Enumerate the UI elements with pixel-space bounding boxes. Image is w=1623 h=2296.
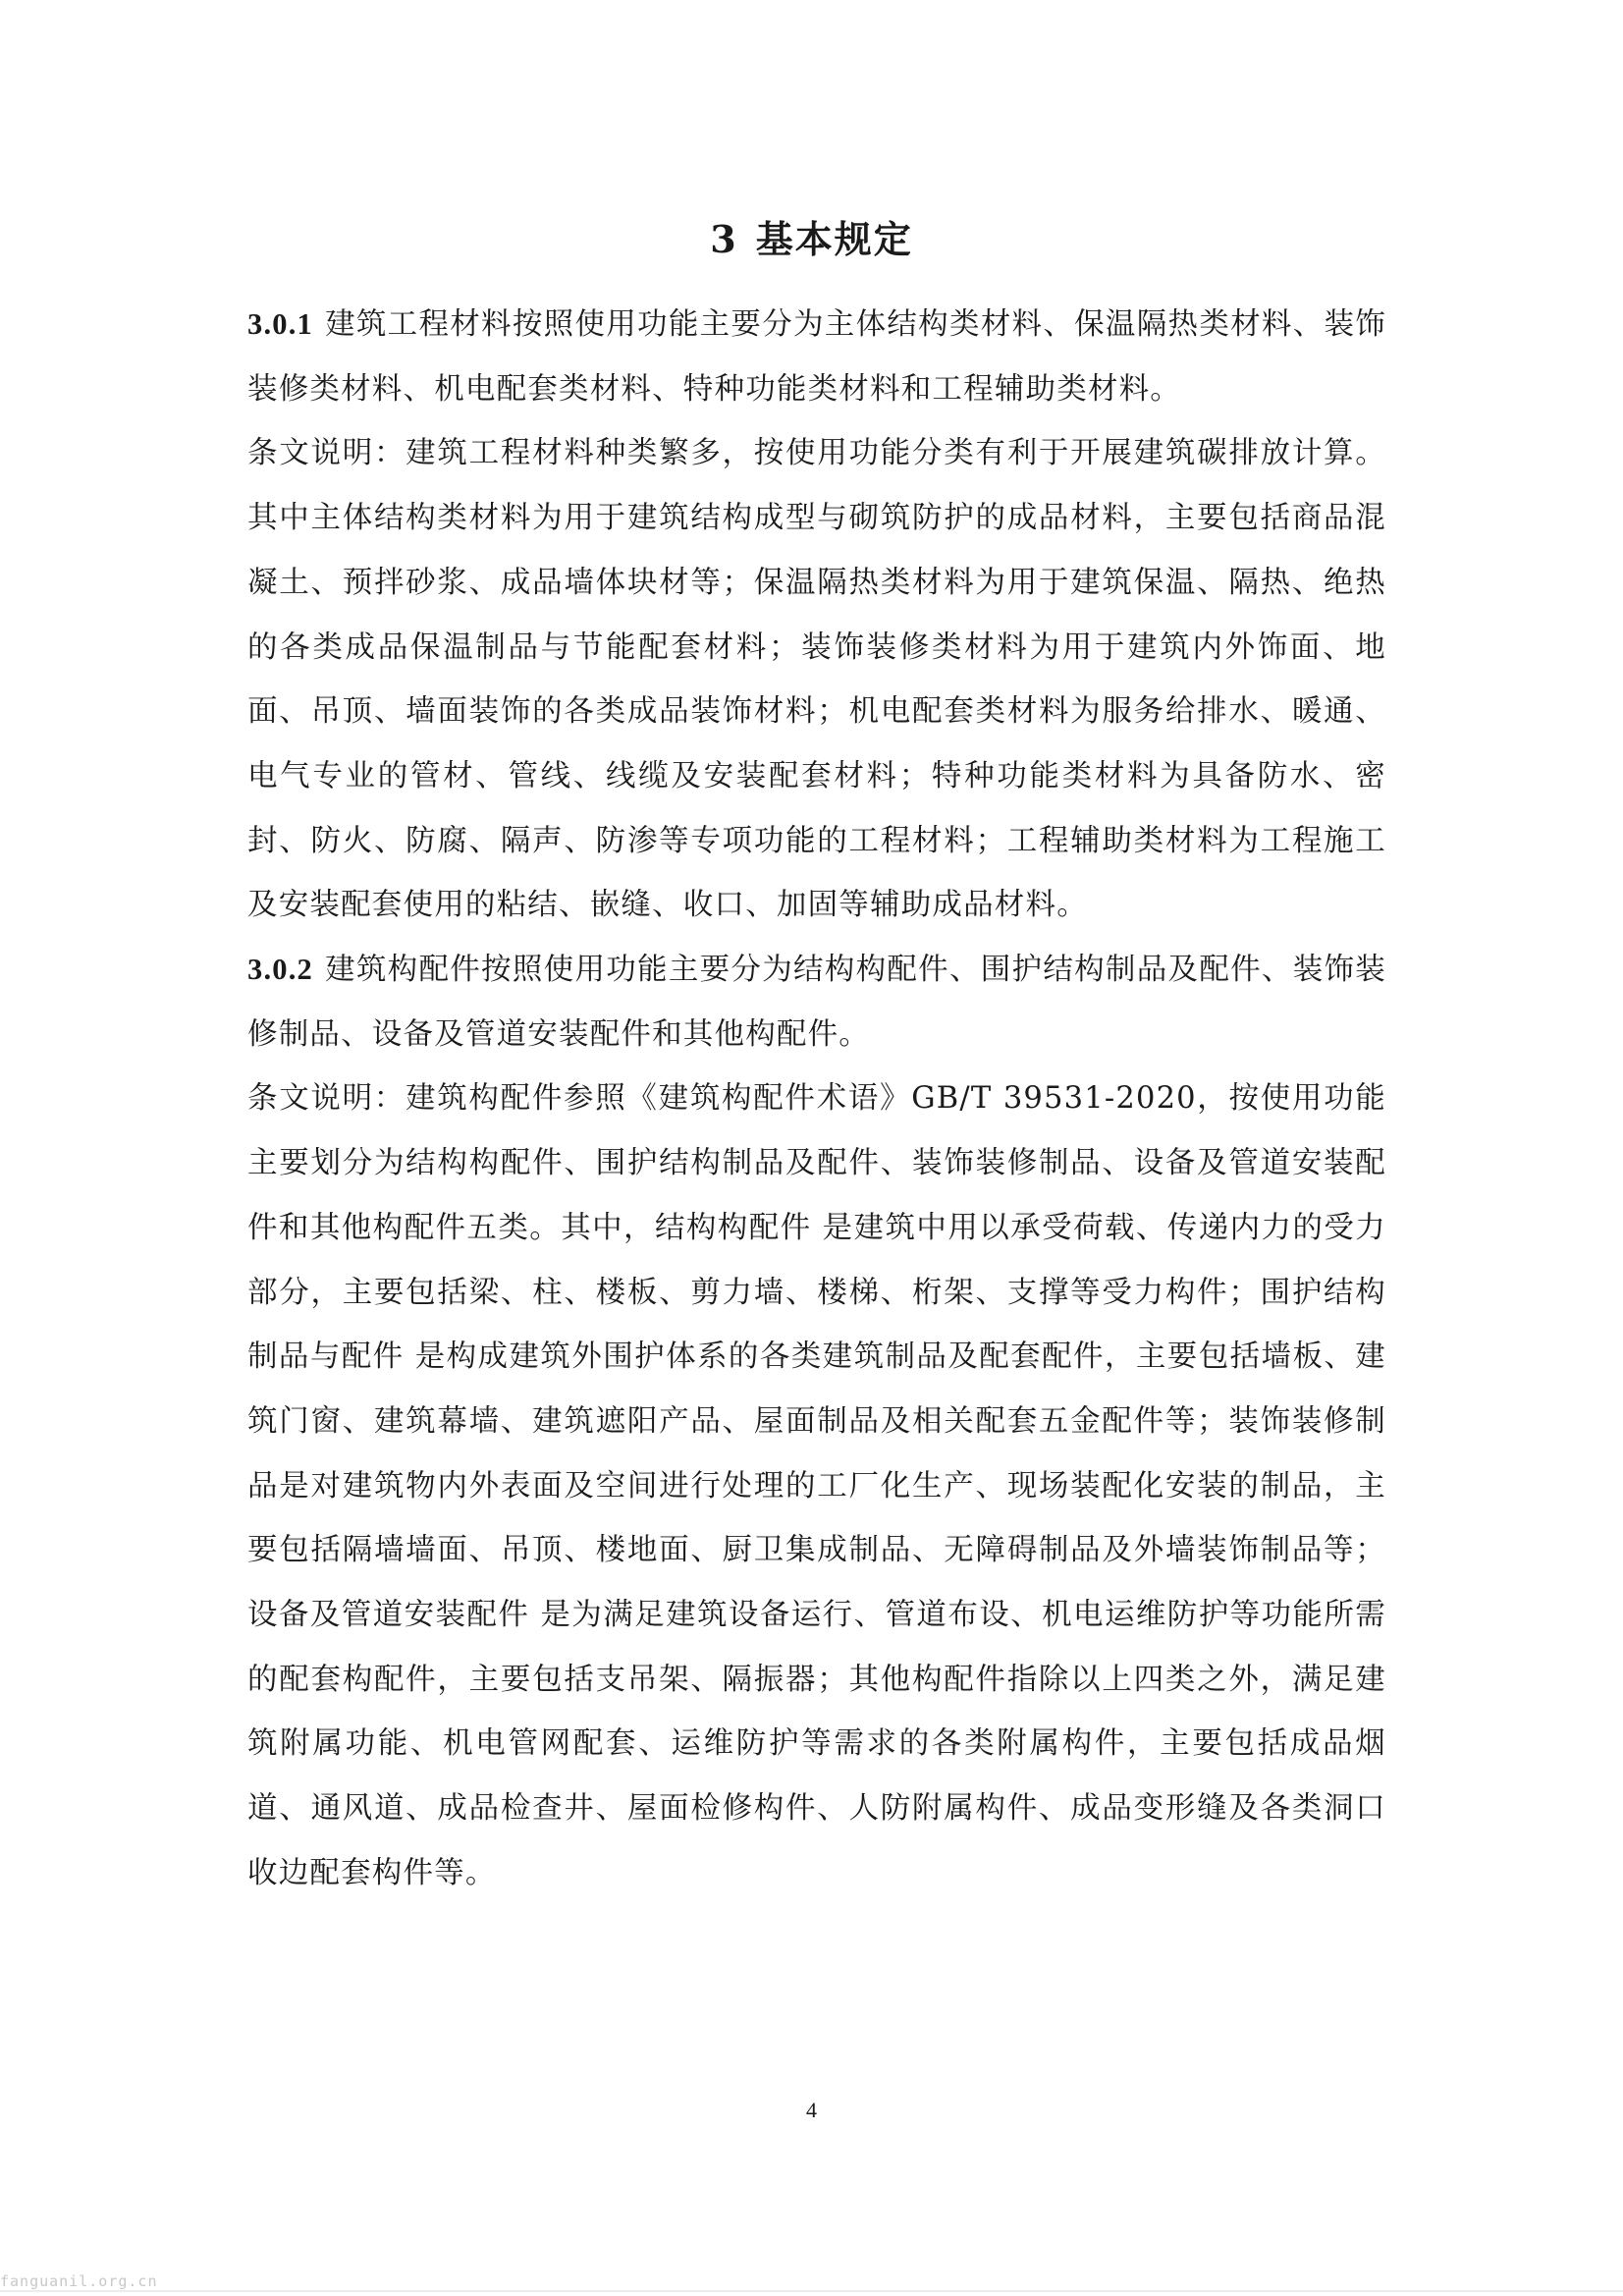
section-title: 基本规定 xyxy=(755,217,913,261)
clause-3-0-1 xyxy=(247,293,1386,421)
clause-number: 3.0.2 xyxy=(247,953,313,987)
section-number: 3 xyxy=(710,217,738,261)
clause-3-0-1-explanation: 条文说明：建筑工程材料种类繁多，按使用功能分类有利于开展建筑碳排放计算。其中主体结构类材料为用于建筑结构成型与砌筑防护的成品材料，主要包括商品混凝土、预拌砂浆、成品墙体块材等；保温隔热类材料为用于建筑保温、隔热、绝热的各类成品保温制品与节能配套材料；装饰装修类材料为用于建筑内外饰面、地面、吊顶、墙面装饰的各类成品装饰材料；机电配套类材料为服务给排水、暖通、电气专业的管材、管线、线缆及安装配套材料；特种功能类材料为具备防水、密封、防火、防腐、隔声、防渗等专项功能的工程材料；工程辅助类材料为工程施工及安装配套使用的粘结、嵌缝、收口、加固等辅助成品材料。 xyxy=(247,436,1386,923)
clause-text: 建筑构配件按照使用功能主要分为结构构配件、围护结构制品及配件、装饰装修制品、设备及管道安装配件和其他构配件。 xyxy=(247,953,1386,1052)
clause-3-0-2-explanation: 条文说明：建筑构配件参照《建筑构配件术语》GB/T 39531-2020，按使用功能主要划分为结构构配件、围护结构制品及配件、装饰装修制品、设备及管道安装配件和其他构配件五类。其中，结构构配件 是建筑中用以承受荷载、传递内力的受力部分，主要包括梁、柱、楼板、剪力墙、楼梯、桁架、支撑等受力构件；围护结构制品与配件 是构成建筑外围护体系的各类建筑制品及配套配件，主要包括墙板、建筑门窗、建筑幕墙、建筑遮阳产品、屋面制品及相关配套五金配件等；装饰装修制品是对建筑物内外表面及空间进行处理的工厂化生产、现场装配化安装的制品，主要包括隔墙墙面、吊顶、楼地面、厨卫集成制品、无障碍制品及外墙装饰制品等；设备及管道安装配件 是为满足建筑设备运行、管道布设、机电运维防护等功能所需的配套构配件，主要包括支吊架、隔振器；其他构配件指除以上四类之外，满足建筑附属功能、机电管网配套、运维防护等需求的各类附属构件，主要包括成品烟道、通风道、成品检查井、屋面检修构件、人防附属构件、成品变形缝及各类洞口收边配套构件等。 xyxy=(247,1081,1386,1890)
clause-number: 3.0.1 xyxy=(247,307,313,341)
section-heading xyxy=(0,214,1623,265)
bottom-divider xyxy=(0,2290,1623,2292)
watermark: fanguanil.org.cn xyxy=(0,2272,158,2290)
page-number: 4 xyxy=(806,2098,817,2122)
document-body xyxy=(247,293,1386,1906)
clause-text: 建筑工程材料按照使用功能主要分为主体结构类材料、保温隔热类材料、装饰装修类材料、机电配套类材料、特种功能类材料和工程辅助类材料。 xyxy=(247,307,1386,407)
clause-3-0-2 xyxy=(247,938,1386,1066)
